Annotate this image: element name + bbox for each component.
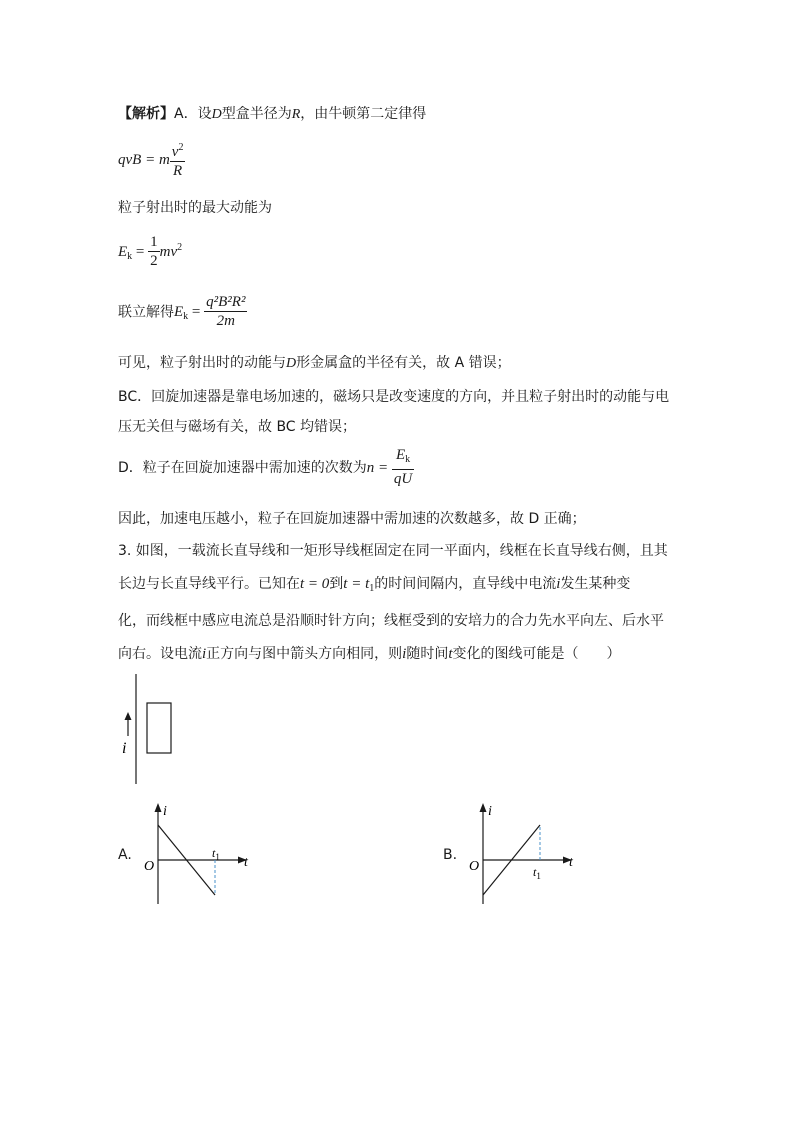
question-3-line-1: 3. 如图，一载流长直导线和一矩形导线框固定在同一平面内，线框在长直导线右侧，且其 — [118, 543, 668, 559]
t1-label: $t_1$ — [212, 846, 220, 862]
question-3-line-3: 化，而线框中感应电流总是沿顺时针方向；线框受到的安培力的合力先水平向左、后水平 — [118, 613, 664, 629]
i-axis-label: i — [163, 804, 167, 819]
i-axis-arrow-icon — [480, 803, 487, 812]
i-axis-arrow-icon — [155, 803, 162, 812]
analysis-bracket: 【解析】 — [118, 106, 174, 122]
question-3-line-4: 向右。设电流i正方向与图中箭头方向相同，则i随时间t变化的图线可能是（ ） — [118, 646, 621, 662]
t1-label: $t_1$ — [533, 865, 541, 881]
solution-line-7: D．粒子在回旋加速器中需加速的次数为n = $\frac{E_k}{qU}$ — [118, 447, 413, 487]
solution-line-4: 可见，粒子射出时的动能与D形金属盒的半径有关，故 A 错误； — [118, 355, 511, 371]
solution-line-3: 联立解得$E_k$ = $\frac{\text{q²B²R²}}{2m}$ — [118, 294, 246, 329]
solution-line-2: 粒子射出时的最大动能为 — [118, 200, 272, 216]
wire-loop-figure — [110, 672, 190, 792]
option-a-graph[interactable] — [138, 800, 258, 910]
solution-line-1: 【解析】A．设D型盒半径为R，由牛顿第二定律得 — [118, 106, 427, 122]
option-b-label[interactable]: B. — [443, 847, 458, 863]
option-b-graph[interactable] — [463, 800, 583, 910]
i-axis-label: i — [488, 804, 492, 819]
equation-kinetic-energy: $E_k$ = $\frac{1}{2}$ $mv^2$ — [118, 234, 183, 269]
solution-line-5: BC．回旋加速器是靠电场加速的，磁场只是改变速度的方向，并且粒子射出时的动能与电 — [118, 389, 670, 405]
origin-label: O — [469, 859, 480, 874]
solution-line-8: 因此，加速电压越小，粒子在回旋加速器中需加速的次数越多，故 D 正确； — [118, 511, 586, 527]
arrow-head-icon — [125, 712, 132, 720]
equation-newton: qvB = m $\frac{v^2}{R}$ — [118, 142, 184, 179]
origin-label: O — [144, 859, 155, 874]
rect-loop — [147, 703, 171, 753]
question-3-line-2: 长边与长直导线平行。已知在t = 0到$t = t_1$的时间间隔内，直导线中电流i发生某种变 — [118, 576, 631, 594]
solution-line-6: 压无关但与磁场有关，故 BC 均错误； — [118, 419, 357, 435]
option-a-label[interactable]: A. — [118, 847, 132, 863]
t-axis-label: t — [569, 855, 573, 870]
current-label: i — [122, 740, 127, 757]
t-axis-label: t — [244, 855, 248, 870]
